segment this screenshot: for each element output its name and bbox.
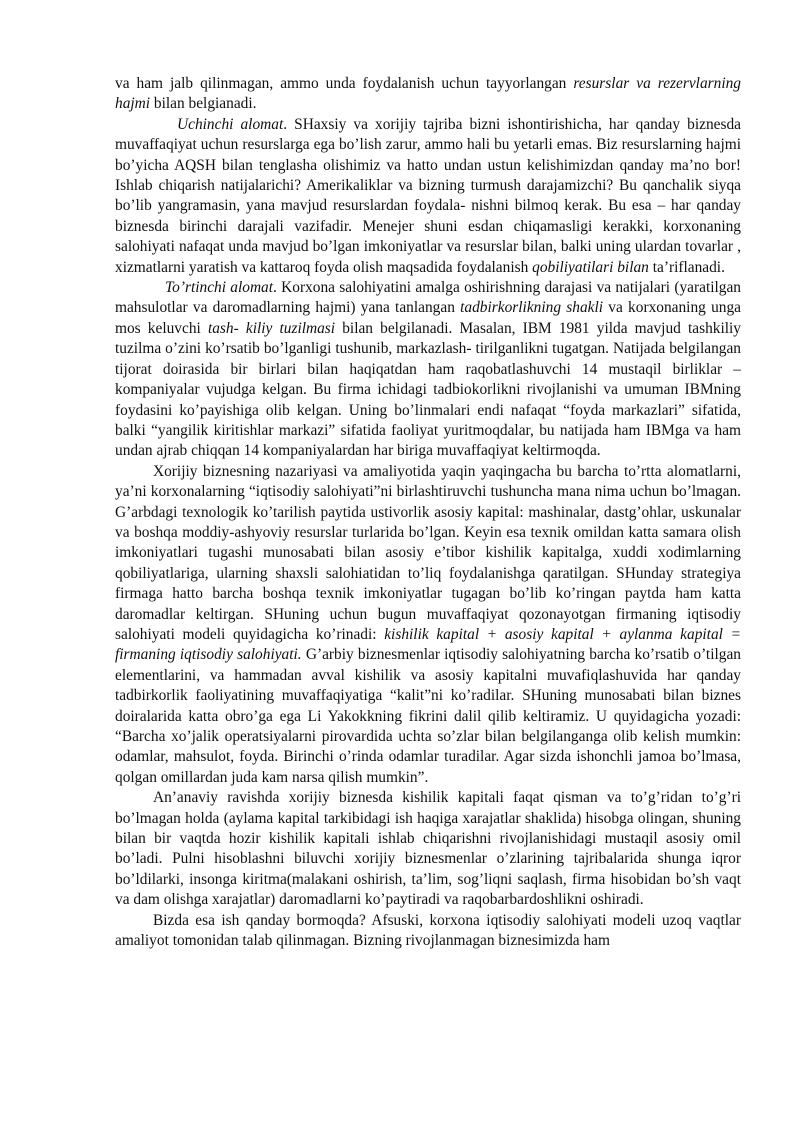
text-run: va ham jalb qilinmagan, ammo unda foydalanish uchun tayyorlangan xyxy=(115,75,574,92)
text-run: va korxonaning unga mos keluvchi xyxy=(115,299,742,337)
italic-run: To’rtinchi alomat xyxy=(165,279,274,297)
text-run: Xorijiy biznesning nazariyasi va amaliyotida yaqin yaqingacha bu barcha to’rtta alomatlarni, ya’ni korxonalarning “iqtisodiy salohiyati”ni birlashtiruvchi tushuncha mana nima uchun bo’lmagan. G’arbdagi texnologik ko’tarilish paytida ustivorlik asosiy kapital: mashinalar, dastg’ohlar, uskunalar va boshqa moddiy-ashyoviy resurslar turlarida bo’lgan. Keyin esa texnik omildan katta samara olish imkoniyatlari tugashi munosabati bilan asosiy e’tibor kishilik kapitalga, xuddi xodimlarning qobiliyatlariga, ularning shaxsli salohiatidan to’liq foydalanishga qaratilgan. SHunday strategiya firmaga hatto barcha boshqa texnik imkoniyatlar tugagan bo’lib ko’ringan paytda ham katta daromadlar keltirgan. SHuning uchun bugun muvaffaqiyat qozonayotgan firmaning iqtisodiy salohiyati modeli quyidagicha ko’rinadi: xyxy=(115,462,741,643)
text-run: Bizda esa ish qanday bormoqda? Afsuski, korxona iqtisodiy salohiyati modeli uzoq vaqtlar amaliyot tomonidan talab qilinmagan. Bizning rivojlanmagan biznesimizda ham xyxy=(115,911,741,950)
paragraph-5 xyxy=(115,788,741,910)
text-run: . Korxona salohiyatini amalga oshirishning darajasi va natijalari (yaratilgan mahsulotlar va daromadlarning hajmi) yana tanlangan xyxy=(115,279,741,317)
text-run: G’arbiy biznesmenlar iqtisodiy salohiyatning barcha ko’rsatib o’tilgan elementlarini, va hammadan avval kishilik va asosiy kapitalni muvafiqlashuvida har qanday tadbirkorlik faoliyatining muvaffaqiyatiga “kalit”ni ko’radilar. SHuning munosabati bilan biznes doiralarida katta obro’ga ega Li Yakokkning fikrini dalil qilib keltiramiz. U quyidagicha yozadi: “Barcha xo’jalik operatsiyalarni pirovardida uchta so’zlar bilan belgilanganga olib kelish mumkin: odamlar, mahsulot, foyda. Birinchi o’rinda odamlar turadilar. Agar sizda ishonchli jamoa bo’lmasa, qolgan omillardan juda kam narsa qilish mumkin”. xyxy=(115,646,741,786)
text-run: bilan belgilanadi. Masalan, IBM 1981 yilda mavjud tashkiliy tuzilma o’zini ko’rsatib bo’lganligi tushunib, markazlash- tirilganlikni tugatgan. Natijada belgilangan tijorat doirasida bir birlari bilan haqiqatdan ham raqobatlashuvchi 14 mustaqil birliklar – kompaniyalar vujudga kelgan. Bu firma ichidagi tadbiokorlikni rivojlanishi va umuman IBMning foydasini ko’payishiga olib kelgan. Uning bo’linmalari endi nafaqat “foyda markazlari” sifatida, balki “yangilik kiritishlar markazi” sifatida faoliyat yuritmoqdalar, bu natijada ham IBMga va ham undan ajrab chiqqan 14 kompaniyalardan har biriga muvaffaqiyat keltirmoqda. xyxy=(115,319,741,460)
paragraph-1 xyxy=(115,74,741,115)
paragraph-3 xyxy=(115,278,741,462)
italic-run: tadbirkorlikning shakli xyxy=(460,299,604,317)
italic-run: qobiliyatilari bilan xyxy=(532,258,649,276)
italic-run: resurslar va rezervlarning hajmi xyxy=(115,75,741,113)
text-run: . SHaxsiy va xorijiy tajriba bizni ishontirishicha, har qanday biznesda muvaffaqiyat uchun resurslarga ega bo’lish zarur, ammo hali bu yetarli emas. Biz resurslarning hajmi bo’yicha AQSH bilan tenglasha olishimiz va hatto undan ustun kelishimizdan qanday ma’no bor! Ishlab chiqarish natijalarichi? Amerikaliklar va bizning turmush darajamizchi? Bu qanchalik siyqa bo’lib yangramasin, yana mavjud resurslardan foydala- nishni bilmoq kerak. Bu esa – har qanday biznesda birinchi darajali vazifadir. Menejer shuni esdan chiqamasligi kerakki, korxonaning salohiyati nafaqat unda mavjud bo’lgan imkoniyatlar va resurslar bilan, balki uning ulardan tovarlar , xizmatlarni yaratish va kattaroq foyda olish maqsadida foydalanish xyxy=(115,115,742,276)
italic-run: kishilik kapital + asosiy kapital + aylanma kapital = firmaning iqtisodiy salohiyati. xyxy=(115,625,741,664)
text-run: bilan belgianadi. xyxy=(150,95,257,113)
text-run: An’anaviy ravishda xorijiy biznesda kishilik kapitali faqat qisman va to’g’ridan to’g’ri bo’lmagan holda (aylama kapital tarkibidagi ish haqiga xarajatlar shaklida) hisobga olingan, shuning bilan bir vaqtda hozir kishilik kapitali ishlab chiqarishni rivojlanishidagi mustaqil asosiy omil bo’ladi. Pulni hisoblashni biluvchi xorijiy biznesmenlar o’zlarining tajribalarida shunga iqror bo’ldilarki, insonga kiritma(malakani oshirish, ta’lim, sog’liqni saqlash, firma hisobidan bo’sh vaqt va dam olishga xarajatlar) daromadlarni ko’paytiradi va raqobarbardoshlikni oshiradi. xyxy=(115,789,741,909)
italic-run: tash- kiliy tuzilmasi xyxy=(207,319,336,337)
paragraph-6 xyxy=(115,911,741,952)
text-run: ta’riflanadi. xyxy=(648,258,725,276)
italic-run: Uchinchi alomat xyxy=(177,115,284,133)
paragraph-4 xyxy=(115,462,741,789)
document-page xyxy=(115,74,741,951)
paragraph-2 xyxy=(115,115,741,278)
